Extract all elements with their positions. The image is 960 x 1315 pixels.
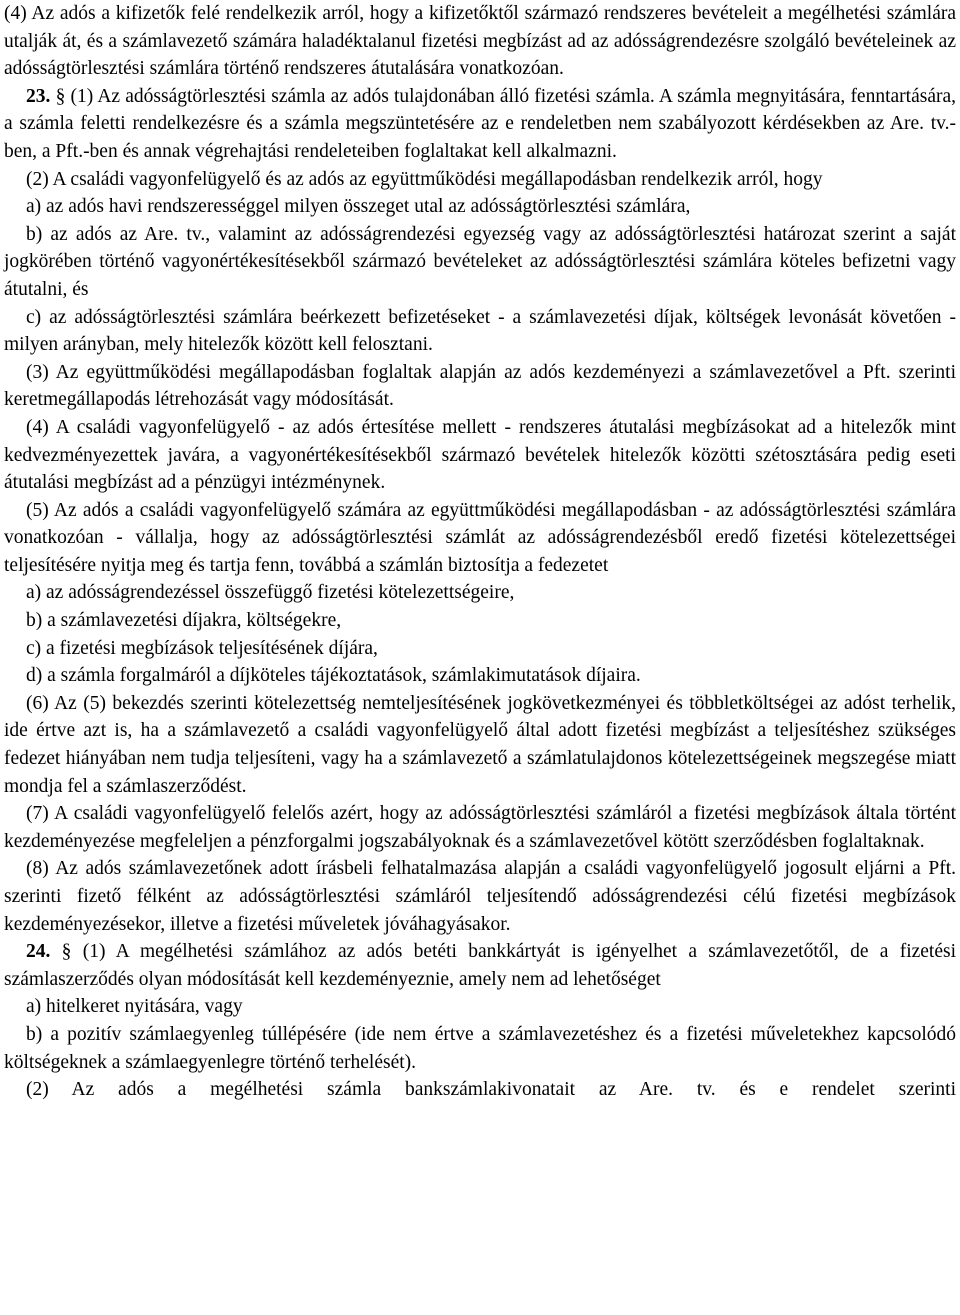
section-23-para-2-c: c) az adósságtörlesztési számlára beérkezett befizetéseket - a számlavezetési díjak, költségek levonását követően - milyen arányban, mely hitelezők között kell felosztani. (4, 306, 956, 356)
section-23-para-4: (4) A családi vagyonfelügyelő - az adós értesítése mellett - rendszeres átutalási megbízásokat ad a hitelezők mint kedvezményezettek javára, a vagyonértékesítésekből származó bevételek hitelezők közötti szétosztására pedig eseti átutalási megbízást ad a pénzügyi intézménynek. (4, 416, 956, 494)
section-sign: § (61, 941, 72, 963)
section-23-para-3: (3) Az együttműködési megállapodásban foglaltak alapján az adós kezdeményezi a számlavezetővel a Pft. szerinti keretmegállapodás létrehozását vagy módosítását. (4, 361, 956, 411)
section-23-para-1-text: (1) Az adósságtörlesztési számla az adós tulajdonában álló fizetési számla. A számla megnyitására, fenntartására, a számla feletti rendelkezésre és a számla megszüntetésére az e rendeletben nem szabályozott kérdésekben az Are. tv.-ben, a Pft.-ben és annak végrehajtási rendeleteiben foglaltakat kell alkalmazni. (4, 85, 956, 162)
section-23-para-6: (6) Az (5) bekezdés szerinti kötelezettség nemteljesítésének jogkövetkezményei és többletköltségei az adóst terhelik, ide értve azt is, ha a számlavezető a családi vagyonfelügyelő által adott fizetési megbízást a teljesítéshez szükséges fedezet hiányában nem tudja teljesíteni, vagy ha a számlavezető a számlatulajdonos kötelezettségeinek megszegése miatt mondja fel a számlaszerződést. (4, 692, 956, 797)
section-24-para-1-text: (1) A megélhetési számlához az adós betéti bankkártyát is igényelhet a számlavezetőtől, de a fizetési számlaszerződés olyan módosítását kell kezdeményeznie, amely nem ad lehetőséget (4, 941, 957, 990)
section-23-para-5-b: b) a számlavezetési díjakra, költségekre, (26, 610, 342, 632)
section-23-para-7: (7) A családi vagyonfelügyelő felelős azért, hogy az adósságtörlesztési számláról a fizetési megbízások általa történt kezdeményezése megfeleljen a pénzforgalmi jogszabályoknak és a számlavezetővel kötött szerződésben foglaltaknak. (4, 803, 956, 852)
section-23-para-5-c: c) a fizetési megbízások teljesítésének díjára, (26, 637, 378, 659)
paragraph-22-4: (4) Az adós a kifizetők felé rendelkezik arról, hogy a kifizetőktől származó rendszeres bevételeit a megélhetési számlára utalják át, és a számlavezető számára haladéktalanul fizetési megbízást ad az adósságrendezésre szolgáló bevételeinek az adósságtörlesztési számlára történő rendszeres átutalására vonatkozóan. (4, 3, 956, 80)
section-sign: § (55, 85, 66, 107)
section-24-para-2: (2) Az adós a megélhetési számla bankszámlakivonatait az Are. tv. és e rendelet szerinti (26, 1079, 956, 1101)
section-23-para-2-a: a) az adós havi rendszerességgel milyen összeget utal az adósságtörlesztési számlára, (26, 196, 691, 218)
section-number: 24. (26, 941, 51, 963)
section-23-para-2: (2) A családi vagyonfelügyelő és az adós az együttműködési megállapodásban rendelkezik arról, hogy (26, 168, 823, 190)
section-23-para-5-a: a) az adósságrendezéssel összefüggő fizetési kötelezettségeire, (26, 582, 515, 604)
section-23-para-5: (5) Az adós a családi vagyonfelügyelő számára az együttműködési megállapodásban - az adósságtörlesztési számlára vonatkozóan - vállalja, hogy az adósságtörlesztési számlát az adósságrendezésből eredő fizetési kötelezettségei teljesítésére nyitja meg és tartja fenn, továbbá a számlán biztosítja a fedezetet (4, 499, 956, 576)
section-23-para-5-d: d) a számla forgalmáról a díjköteles tájékoztatások, számlakimutatások díjaira. (26, 665, 641, 687)
section-23-para-1 (4, 83, 956, 166)
section-24-para-1-a: a) hitelkeret nyitására, vagy (26, 996, 243, 1018)
section-23-para-2-b: b) az adós az Are. tv., valamint az adósságrendezési egyezség vagy az adósságtörlesztési határozat szerint a saját jogkörében történő vagyonértékesítésekből származó bevételeket az adósságtörlesztési számlára köteles befizetni vagy átutalni, és (4, 223, 956, 300)
section-number: 23. (26, 85, 51, 107)
section-24-para-1-b: b) a pozitív számlaegyenleg túllépésére (ide nem értve a számlavezetéshez és a fizetési műveletekhez kapcsolódó költségeknek a számlaegyenlegre történő terhelését). (4, 1023, 956, 1073)
section-23-para-8: (8) Az adós számlavezetőnek adott írásbeli felhatalmazása alapján a családi vagyonfelügyelő jogosult eljárni a Pft. szerinti fizető félként az adósságtörlesztési számláról teljesítendő adósságrendezési célú fizetési megbízások kezdeményezésekor, illetve a fizetési műveletek jóváhagyásakor. (4, 858, 956, 935)
section-24-para-1 (4, 938, 956, 993)
